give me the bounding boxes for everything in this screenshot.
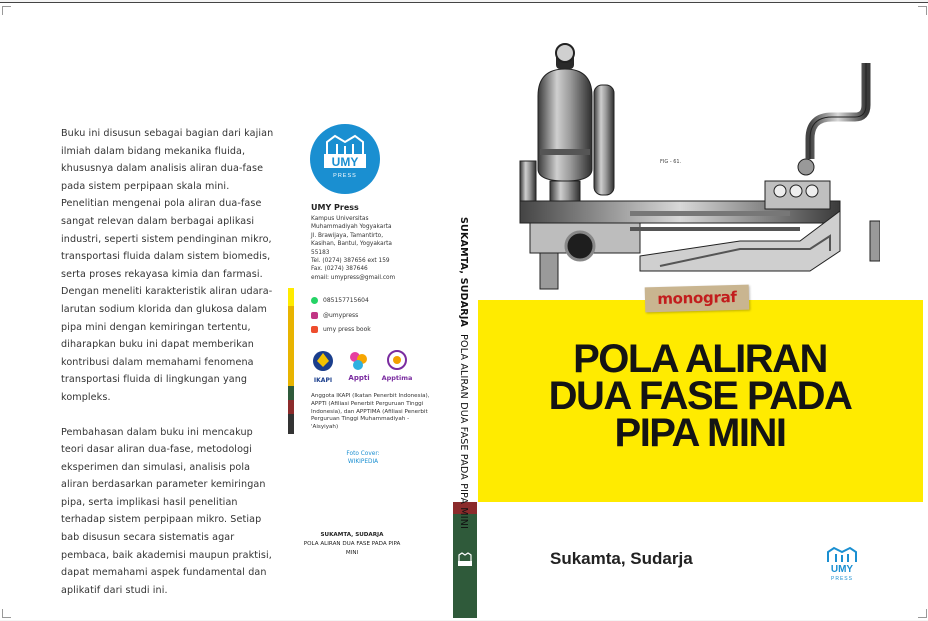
front-logo-press: PRESS — [831, 576, 853, 582]
logo-text-umy: UMY — [331, 155, 359, 169]
flap-stripe-red — [288, 400, 294, 414]
address-line: Tel. (0274) 387656 ext 159 — [311, 258, 390, 265]
umy-press-logo — [310, 124, 380, 194]
figure-label: FIG - 61. — [660, 159, 682, 165]
book-title-line-2: DUA FASE PADA — [548, 374, 852, 418]
contact-whatsapp — [311, 297, 369, 304]
address-line: Kampus Universitas — [311, 216, 369, 222]
front-umy-press-logo-icon — [822, 546, 862, 582]
contact-text: umy press book — [323, 326, 371, 333]
crop-mark-top-left — [2, 6, 11, 15]
spine-authors: SUKAMTA, SUDARJA — [458, 217, 469, 328]
blurb-paragraph-2: Pembahasan dalam buku ini mencakup teori dasar aliran dua-fase, metodologi eksperimen dan simulasi, analisis pola aliran berdasarkan parameter kemiringan pipa, serta implikasi hasil penelitian terhadap sistem perpipaan mikro. Setiap bab disusun secara sistematis agar pembaca, baik akademisi maupun praktisi, dapat memahami aspek fundamental dan aplikatif dari studi ini. — [61, 426, 272, 596]
shop-icon — [311, 326, 318, 333]
book-title-line-1: POLA ALIRAN — [573, 337, 827, 381]
flap-stripe-yellow — [288, 288, 294, 306]
spine-book-title: POLA ALIRAN DUA FASE PADA PIPA MINI — [458, 334, 469, 530]
flap-bottom-title — [302, 531, 402, 558]
instagram-icon — [311, 312, 318, 319]
address-line: Muhammadiyah Yogyakarta — [311, 224, 392, 231]
spine-umy-logo-icon — [457, 551, 473, 569]
appti-label: Appti — [348, 374, 370, 382]
whatsapp-icon — [311, 297, 318, 304]
flap-bottom-authors: SUKAMTA, SUDARJA — [320, 532, 384, 538]
address-line: Jl. Brawijaya, Tamantirto, — [311, 232, 384, 239]
contact-text: 085157715604 — [323, 297, 369, 304]
book-cover-spread — [0, 2, 928, 620]
publisher-address — [311, 215, 431, 282]
book-authors: Sukamta, Sudarja — [550, 549, 693, 568]
back-cover-blurb — [61, 125, 276, 616]
association-logos — [311, 347, 431, 387]
flap-bottom-book-title: POLA ALIRAN DUA FASE PADA PIPA MINI — [303, 541, 401, 556]
address-line: 55183 — [311, 249, 330, 256]
contact-shop — [311, 326, 371, 333]
address-line: Fax. (0274) 387646 — [311, 266, 368, 273]
umy-building-icon — [310, 124, 380, 194]
photo-credit-source: WIKIPEDIA — [347, 459, 379, 465]
monograf-tag — [645, 285, 750, 313]
front-logo-umy: UMY — [830, 564, 854, 575]
spine-title — [458, 217, 469, 529]
publisher-name: UMY Press — [311, 203, 359, 212]
crop-mark-bottom-left — [2, 609, 11, 618]
flap-stripe-gold — [288, 306, 294, 386]
apptima-label: Apptima — [381, 374, 413, 382]
logo-text-press: PRESS — [333, 173, 357, 179]
association-logos-graphic — [311, 347, 431, 387]
flap-stripe-dark — [288, 414, 294, 434]
flap-stripe-green — [288, 386, 294, 400]
book-title-line-3: PIPA MINI — [614, 411, 786, 455]
cover-machine-illustration — [510, 41, 880, 291]
book-title — [490, 337, 910, 455]
address-line: Kasihan, Bantul, Yogyakarta — [311, 241, 392, 248]
blurb-paragraph-1: Buku ini disusun sebagai bagian dari kajian ilmiah dalam bidang mekanika fluida, khususnya dalam analisis aliran dua-fase pada sistem perpipaan skala mini. Penelitian mengenai pola aliran dua-fase sangat relevan dalam berbagai aplikasi industri, seperti sistem pendinginan mikro, transportasi fluida dalam sistem biomedis, serta proses rekayasa kimia dan farmasi. Dengan meneliti karakteristik aliran udara-larutan sodium klorida dan glukosa dalam pipa mini dengan kemiringan tertentu, diharapkan buku ini dapat memberikan kontribusi dalam memahami fenomena transportasi fluida di lingkungan yang kompleks. — [61, 128, 274, 403]
crop-mark-top-right — [918, 6, 927, 15]
ikapi-label: IKAPI — [313, 377, 333, 384]
contact-instagram — [311, 312, 358, 319]
contact-text: @umypress — [323, 312, 359, 319]
crop-mark-bottom-right — [918, 609, 927, 618]
photo-credit-label: Foto Cover: — [346, 451, 380, 457]
association-membership-text: Anggota IKAPI (Ikatan Penerbit Indonesia), APPTI (Afiliasi Penerbit Perguruan Tinggi Indonesia), dan APPTIMA (Afiliasi Penerbit Perguruan Tinggi Muhammadiyah - 'Aisyiyah) — [311, 393, 430, 431]
photo-credit — [333, 450, 393, 466]
address-line: email: umypress@gmail.com — [311, 274, 396, 281]
monograf-label: monograf — [657, 287, 737, 309]
